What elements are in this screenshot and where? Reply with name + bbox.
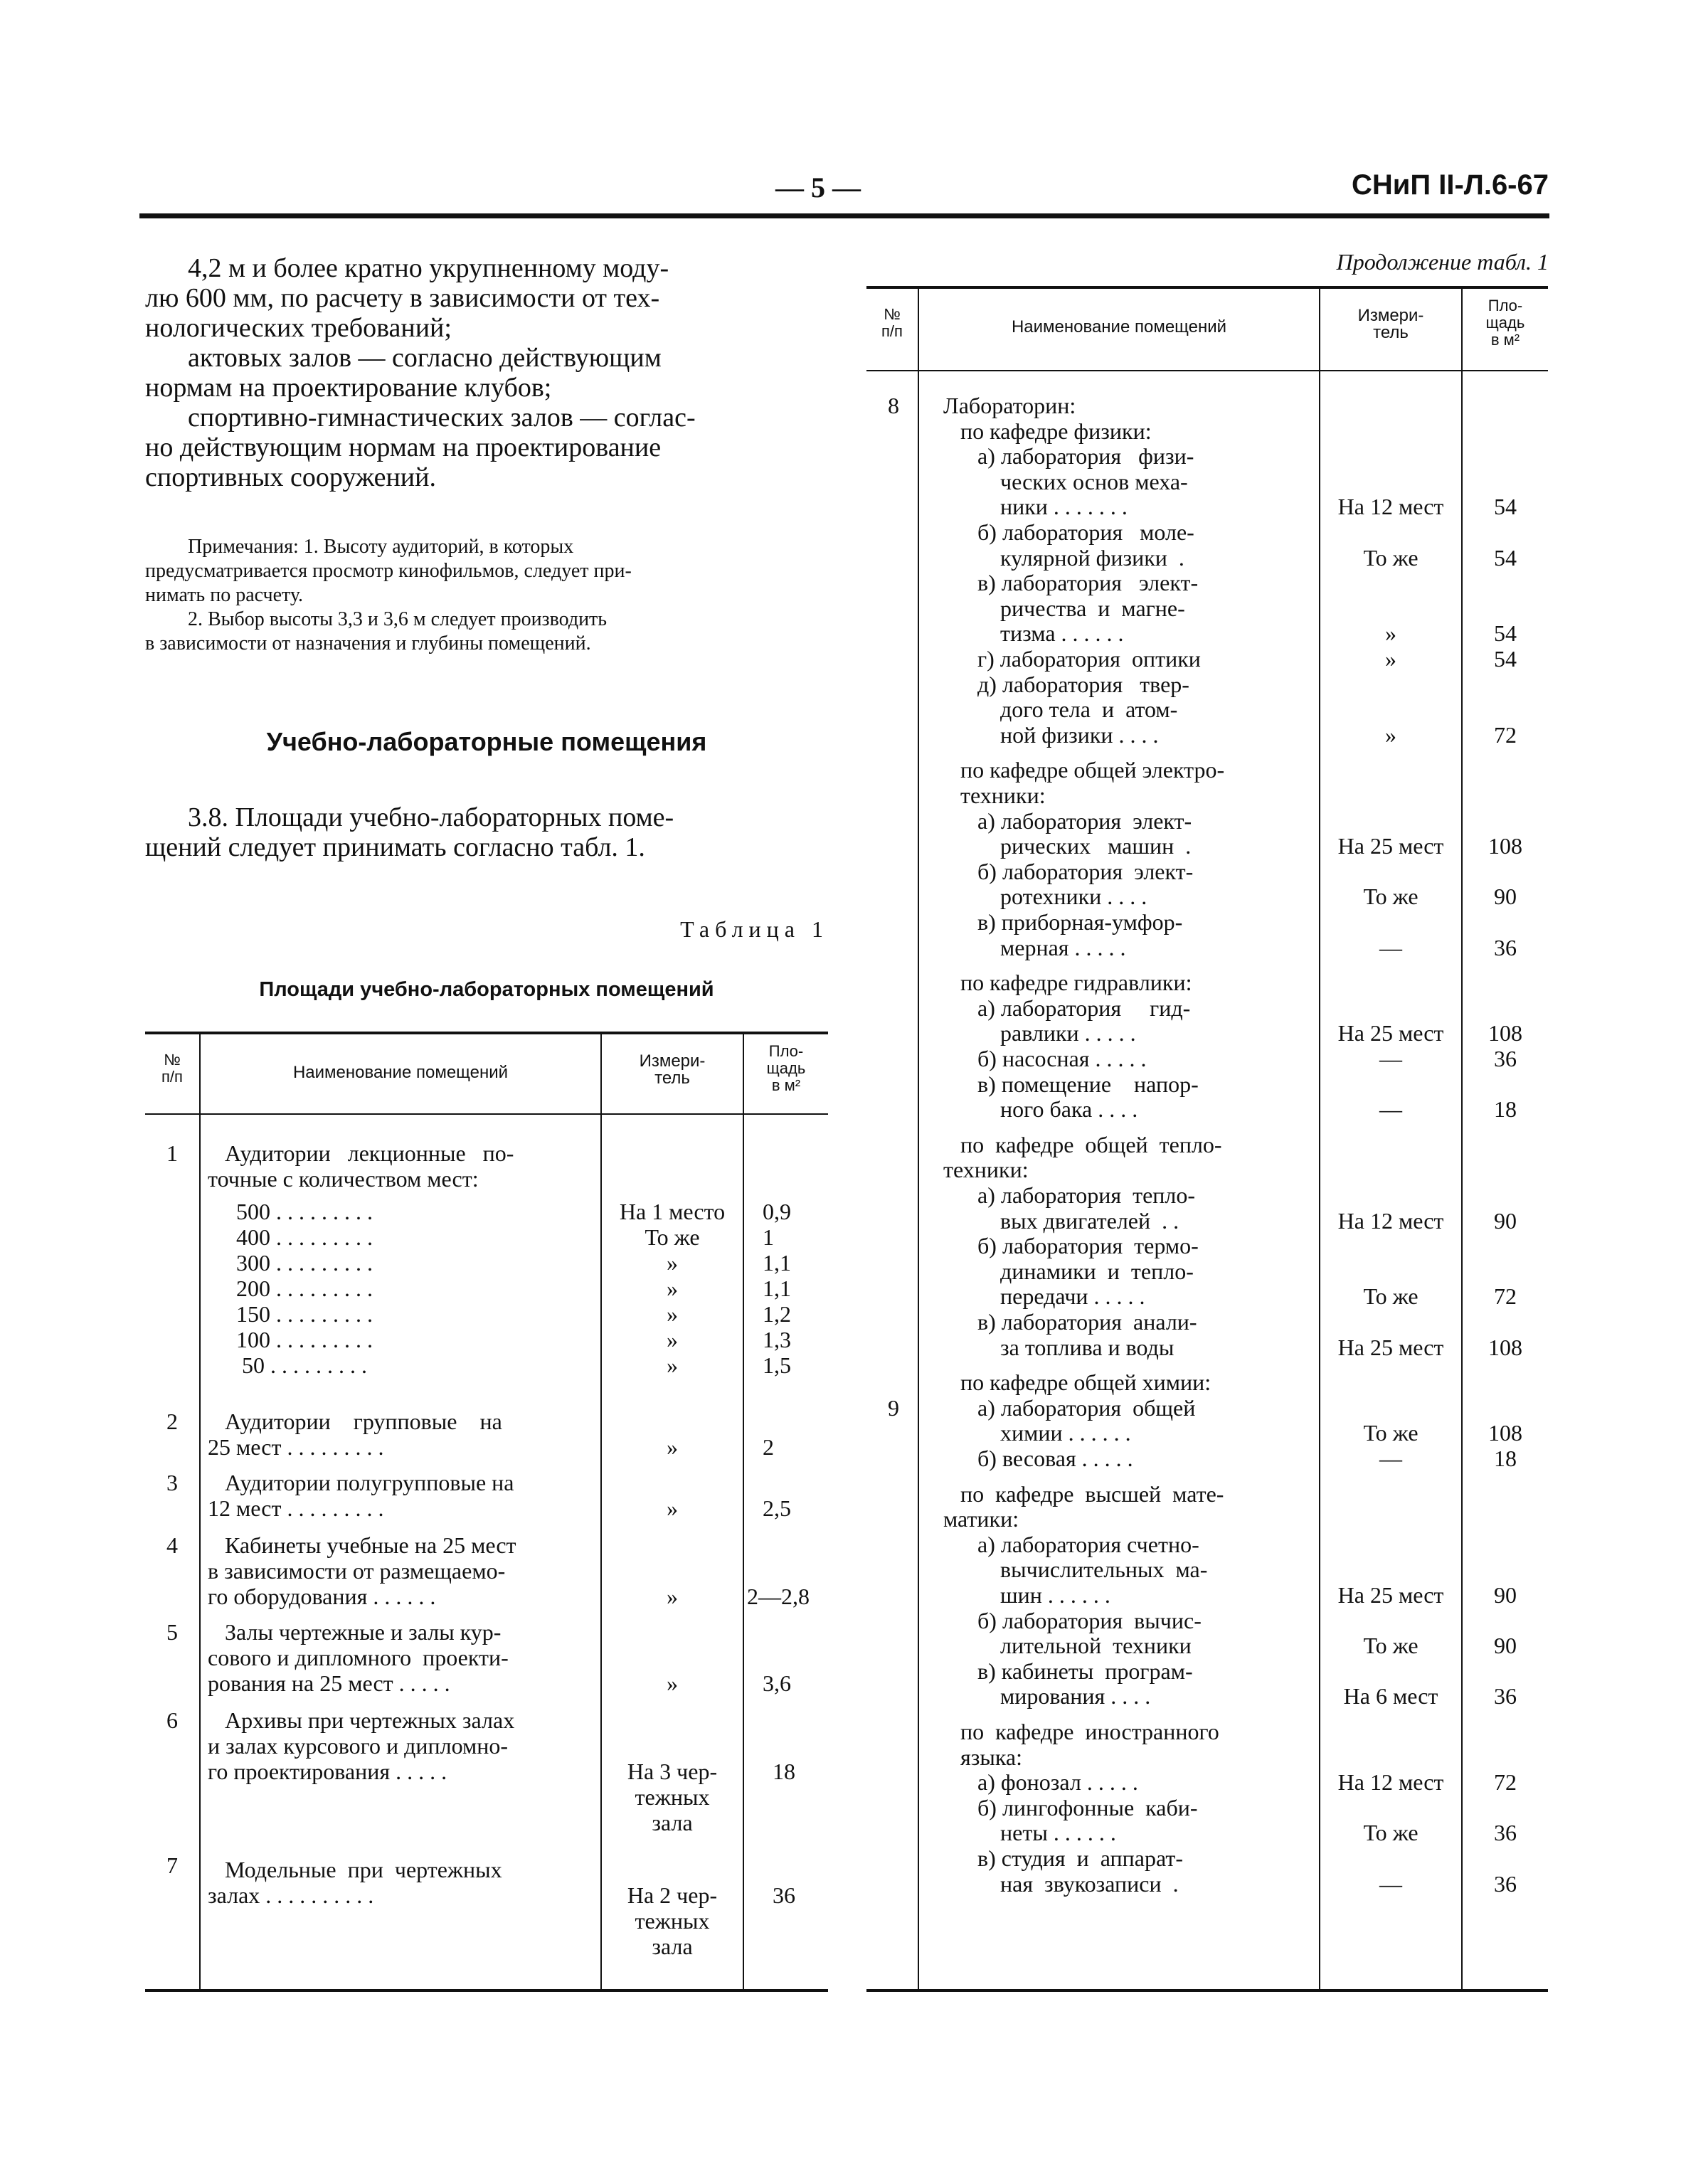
row-name: по кафедре физики: [926, 418, 1152, 444]
row-measure: — [1379, 1046, 1402, 1071]
row-name: 500 . . . . . . . . . [208, 1199, 373, 1224]
row-measure: То же [1363, 1420, 1418, 1446]
row-name: 100 . . . . . . . . . [208, 1327, 373, 1352]
row-area: 36 [1494, 1683, 1517, 1709]
row-measure: На 6 мест [1343, 1683, 1438, 1709]
row-name: кулярной физики . [926, 545, 1184, 571]
row-name: динамики и тепло- [926, 1258, 1194, 1284]
row-name: 12 мест . . . . . . . . . [208, 1495, 384, 1521]
row-measure: » [667, 1584, 678, 1609]
table-title: Площади учебно-лабораторных помещений [259, 978, 714, 1001]
row-measure: На 25 мест [1337, 1335, 1444, 1360]
row-name: 200 . . . . . . . . . [208, 1276, 373, 1301]
row-name: а) лаборатория тепло- [926, 1182, 1196, 1208]
row-name: б) лаборатория элект- [926, 859, 1194, 884]
row-name: по кафедре гидравлики: [926, 970, 1192, 995]
row-measure: На 12 мест [1337, 1208, 1444, 1234]
note-line: Примечания: 1. Высоту аудиторий, в которых [188, 536, 574, 558]
row-area: 54 [1494, 545, 1517, 571]
note-line: нимать по расчету. [145, 584, 304, 606]
row-name: б) лаборатория термо- [926, 1233, 1199, 1258]
row-name: го проектирования . . . . . [208, 1759, 447, 1784]
row-name: в) кабинеты програм- [926, 1658, 1193, 1684]
row-measure: » [667, 1301, 678, 1327]
row-area: 54 [1494, 494, 1517, 519]
row-name: Аудитории полугрупповые на [208, 1470, 514, 1495]
row-name: г) лаборатория оптики [926, 646, 1201, 672]
header-text: тель [1373, 323, 1409, 342]
row-name: лительной техники [926, 1633, 1192, 1658]
row-area: 3,6 [763, 1670, 791, 1696]
row-area: 54 [1494, 646, 1517, 672]
header-text: тель [654, 1069, 690, 1088]
row-measure: тежных [635, 1784, 710, 1810]
header-name: Наименование помещений [1011, 317, 1227, 336]
row-area: 90 [1494, 1582, 1517, 1608]
row-name: Архивы при чертежных залах [208, 1707, 515, 1733]
row-name: а) лаборатория счетно- [926, 1532, 1199, 1557]
header-text: в м² [1490, 331, 1520, 349]
table-left [145, 1032, 828, 1992]
row-measure: — [1379, 935, 1402, 960]
header-name: Наименование помещений [292, 1063, 509, 1082]
header-measure [602, 1053, 743, 1087]
row-measure: » [667, 1250, 678, 1276]
row-area: 108 [1488, 1420, 1522, 1446]
row-name: ного бака . . . . [926, 1096, 1138, 1122]
row-area: 90 [1494, 884, 1517, 909]
row-measure: » [667, 1352, 678, 1378]
row-name: дого тела и атом- [926, 696, 1178, 722]
row-measure: » [1385, 620, 1396, 646]
row-name: по кафедре высшей мате- [926, 1481, 1224, 1507]
row-name: а) лаборатория элект- [926, 808, 1192, 834]
row-number: 9 [888, 1395, 899, 1421]
row-name: языка: [926, 1744, 1023, 1770]
row-area: 90 [1494, 1208, 1517, 1234]
row-area: 36 [1494, 1820, 1517, 1845]
row-number: 6 [166, 1707, 178, 1733]
header-measure [1320, 307, 1461, 341]
header-text: Пло- [1488, 297, 1523, 314]
row-measure: На 12 мест [1337, 1769, 1444, 1795]
row-name: Аудитории групповые на [208, 1409, 502, 1434]
row-number: 1 [166, 1140, 178, 1166]
row-name: Кабинеты учебные на 25 мест [208, 1532, 516, 1558]
row-measure: На 25 мест [1337, 1020, 1444, 1046]
row-name: тизма . . . . . . [926, 620, 1124, 646]
row-measure: » [667, 1276, 678, 1301]
section-heading: Учебно-лабораторные помещения [266, 727, 707, 756]
para-line: спортивно-гимнастических залов — соглас- [188, 403, 696, 433]
row-area: 36 [1494, 935, 1517, 960]
row-measure: — [1379, 1871, 1402, 1897]
row-name: 400 . . . . . . . . . [208, 1224, 373, 1250]
row-measure: На 2 чер- [627, 1882, 718, 1908]
row-area: 36 [773, 1882, 795, 1908]
row-name: ческих основ меха- [926, 469, 1188, 494]
row-measure: То же [1363, 884, 1418, 909]
table-label: Таблица 1 [680, 916, 829, 942]
header-text: п/п [881, 322, 903, 340]
row-area: 1,5 [763, 1352, 791, 1378]
row-name: 150 . . . . . . . . . [208, 1301, 373, 1327]
row-number: 3 [166, 1470, 178, 1495]
row-name: по кафедре общей тепло- [926, 1132, 1222, 1157]
row-name: ричества и магне- [926, 595, 1185, 621]
row-number: 5 [166, 1619, 178, 1645]
para-line: нологических требований; [145, 313, 452, 343]
row-area: 1,2 [763, 1301, 791, 1327]
row-area: 90 [1494, 1633, 1517, 1658]
note-line: в зависимости от назначения и глубины помещений. [145, 632, 591, 654]
row-area: 2—2,8 [747, 1584, 810, 1609]
row-name: в) студия и аппарат- [926, 1845, 1184, 1871]
row-measure: зала [652, 1810, 693, 1835]
page-number: — 5 — [775, 171, 861, 203]
row-name: б) насосная . . . . . [926, 1046, 1147, 1071]
row-name: в) лаборатория анали- [926, 1309, 1197, 1335]
row-measure: То же [1363, 545, 1418, 571]
row-measure: » [667, 1434, 678, 1460]
row-name: мерная . . . . . [926, 935, 1126, 960]
row-name: рования на 25 мест . . . . . [208, 1670, 450, 1696]
note-line: предусматривается просмотр кинофильмов, следует при- [145, 560, 632, 582]
row-name: химии . . . . . . [926, 1420, 1131, 1446]
row-name: Лабораторин: [926, 393, 1076, 418]
paragraph-3-8 [145, 802, 828, 862]
row-measure: То же [1363, 1820, 1418, 1845]
header-text: Пло- [768, 1042, 804, 1060]
row-measure: » [667, 1670, 678, 1696]
row-name: сового и дипломного проекти- [208, 1645, 509, 1670]
table-right [866, 286, 1548, 1992]
row-area: 2 [763, 1434, 774, 1460]
row-name: 25 мест . . . . . . . . . [208, 1434, 384, 1460]
row-name: мирования . . . . [926, 1683, 1151, 1709]
row-area: 18 [1494, 1096, 1517, 1122]
row-measure: — [1379, 1446, 1402, 1471]
row-name: б) лаборатория моле- [926, 519, 1194, 545]
row-name: и залах курсового и дипломно- [208, 1733, 508, 1759]
para-line: 3.8. Площади учебно-лабораторных поме- [188, 802, 674, 832]
row-name: го оборудования . . . . . . [208, 1584, 436, 1609]
para-line: щений следует принимать согласно табл. 1. [145, 832, 645, 862]
row-area: 54 [1494, 620, 1517, 646]
row-area: 36 [1494, 1046, 1517, 1071]
row-area: 36 [1494, 1871, 1517, 1897]
row-name: Залы чертежные и залы кур- [208, 1619, 502, 1645]
row-name: в) приборная-умфор- [926, 909, 1183, 935]
header-text: Измери- [639, 1051, 706, 1071]
row-number: 8 [888, 393, 899, 418]
row-measure: зала [652, 1934, 693, 1959]
header-text: щадь [1485, 314, 1525, 332]
row-name: ники . . . . . . . [926, 494, 1128, 519]
row-area: 1,1 [763, 1250, 791, 1276]
body-paragraphs [145, 253, 828, 492]
row-measure: » [667, 1327, 678, 1352]
row-name: вычислительных ма- [926, 1557, 1208, 1582]
row-name: рических машин . [926, 833, 1192, 859]
para-line: лю 600 мм, по расчету в зависимости от тех- [145, 283, 660, 313]
row-name: Аудитории лекционные по- [208, 1140, 514, 1166]
row-measure: тежных [635, 1908, 710, 1934]
row-number: 7 [166, 1852, 178, 1878]
header-area [1463, 297, 1548, 349]
row-name: б) лингофонные каби- [926, 1795, 1198, 1820]
row-name: шин . . . . . . [926, 1582, 1110, 1608]
row-measure: — [1379, 1096, 1402, 1122]
row-measure: » [1385, 722, 1396, 748]
row-area: 0,9 [763, 1199, 791, 1224]
row-measure: На 3 чер- [627, 1759, 718, 1784]
row-name: Модельные при чертежных [208, 1857, 502, 1882]
row-measure: » [667, 1495, 678, 1521]
para-line: но действующим нормам на проектирование [145, 433, 662, 462]
row-area: 72 [1494, 1769, 1517, 1795]
row-name: ная звукозаписи . [926, 1871, 1179, 1897]
row-measure: На 25 мест [1337, 833, 1444, 859]
row-name: за топлива и воды [926, 1335, 1174, 1360]
row-area: 108 [1488, 1020, 1522, 1046]
header-text: щадь [766, 1059, 806, 1077]
notes [145, 535, 828, 656]
row-area: 2,5 [763, 1495, 791, 1521]
row-name: 50 . . . . . . . . . [208, 1352, 367, 1378]
row-name: техники: [926, 783, 1046, 808]
row-measure: То же [645, 1224, 700, 1250]
row-measure: То же [1363, 1283, 1418, 1309]
row-name: а) лаборатория гид- [926, 995, 1191, 1021]
row-name: в) лаборатория элект- [926, 570, 1199, 595]
row-name: залах . . . . . . . . . . [208, 1882, 374, 1908]
row-name: д) лаборатория твер- [926, 672, 1189, 697]
header-text: п/п [161, 1068, 183, 1086]
row-name: по кафедре общей электро- [926, 757, 1225, 783]
document-id: СНиП II-Л.6-67 [1351, 169, 1549, 201]
header-num [866, 306, 918, 340]
row-area: 18 [773, 1759, 795, 1784]
header-text: в м² [771, 1076, 801, 1094]
row-measure: То же [1363, 1633, 1418, 1658]
row-area: 108 [1488, 833, 1522, 859]
row-area: 1 [763, 1224, 774, 1250]
row-name: ной физики . . . . [926, 722, 1159, 748]
header-rule [139, 213, 1549, 218]
row-name: матики: [926, 1506, 1019, 1532]
row-area: 72 [1494, 722, 1517, 748]
row-name: по кафедре общей химии: [926, 1369, 1211, 1395]
row-measure: На 25 мест [1337, 1582, 1444, 1608]
row-name: ротехники . . . . [926, 884, 1147, 909]
row-name: неты . . . . . . [926, 1820, 1116, 1845]
note-line: 2. Выбор высоты 3,3 и 3,6 м следует производить [188, 608, 608, 630]
row-name: в зависимости от размещаемо- [208, 1558, 506, 1584]
row-area: 1,1 [763, 1276, 791, 1301]
para-line: актовых залов — согласно действующим [188, 343, 662, 373]
row-name: а) лаборатория общей [926, 1395, 1196, 1421]
row-name: равлики . . . . . [926, 1020, 1136, 1046]
row-area: 108 [1488, 1335, 1522, 1360]
continuation-label: Продолжение табл. 1 [1336, 249, 1549, 275]
header-text: Измери- [1357, 306, 1424, 325]
header-num [145, 1051, 199, 1086]
row-name: техники: [926, 1157, 1029, 1182]
row-area: 18 [1494, 1446, 1517, 1471]
header-text: № [164, 1051, 181, 1069]
row-name: передачи . . . . . [926, 1283, 1145, 1309]
row-name: точные с количеством мест: [208, 1166, 479, 1192]
row-name: вых двигателей . . [926, 1208, 1179, 1234]
row-area: 72 [1494, 1283, 1517, 1309]
row-name: 300 . . . . . . . . . [208, 1250, 373, 1276]
para-line: нормам на проектирование клубов; [145, 373, 552, 403]
row-name: по кафедре иностранного [926, 1719, 1219, 1744]
row-name: б) весовая . . . . . [926, 1446, 1133, 1471]
row-name: б) лаборатория вычис- [926, 1608, 1202, 1633]
header-area [744, 1043, 828, 1094]
para-line: 4,2 м и более кратно укрупненному моду- [188, 253, 669, 283]
para-line: спортивных сооружений. [145, 462, 436, 492]
row-area: 1,3 [763, 1327, 791, 1352]
row-measure: На 12 мест [1337, 494, 1444, 519]
row-number: 4 [166, 1532, 178, 1558]
row-measure: На 1 место [619, 1199, 726, 1224]
row-name: в) помещение напор- [926, 1071, 1199, 1097]
header-text: № [884, 305, 901, 323]
row-name: а) лаборатория физи- [926, 443, 1194, 469]
row-measure: » [1385, 646, 1396, 672]
row-number: 2 [166, 1409, 178, 1434]
row-name: а) фонозал . . . . . [926, 1769, 1138, 1795]
